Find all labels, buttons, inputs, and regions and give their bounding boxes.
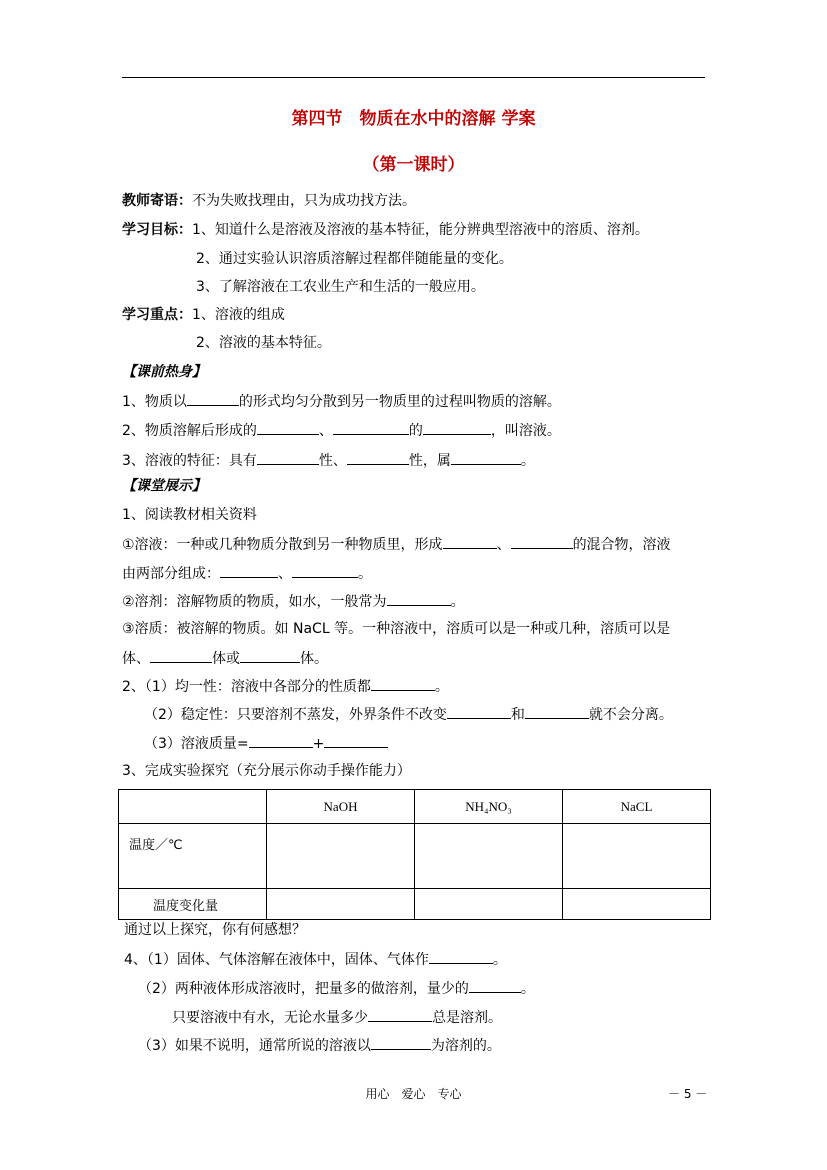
answer-blank[interactable] [371,1035,431,1050]
experiment-table [118,789,711,920]
answer-blank[interactable] [368,1007,432,1022]
warmup-q1: 1、物质以 的形式均匀分散到另一物质里的过程叫物质的溶解。 [122,391,561,412]
table-header-row [119,790,711,824]
solution-composition: 由两部分组成： 、 。 [122,563,372,584]
table-header-cell: NaCL [563,790,711,824]
header-rule [122,77,705,78]
answer-blank[interactable] [150,648,212,663]
answer-blank[interactable] [525,704,589,719]
answer-blank[interactable] [257,450,319,465]
goals-line-1 [122,220,649,240]
teacher-message [122,191,416,211]
reflection-prompt: 通过以上探究，你有何感想？ [124,922,306,938]
answer-blank[interactable] [187,391,239,406]
answer-blank[interactable] [387,591,451,606]
q4-part-2: （2）两种液体形成溶液时，把量多的做溶剂，量少的 。 [138,978,535,999]
table-header-cell [119,790,267,824]
table-row [119,889,711,920]
page-subtitle: （第一课时） [362,155,465,175]
table-cell[interactable] [563,824,711,889]
goal-item: 2、通过实验认识溶质溶解过程都伴随能量的变化。 [196,251,513,267]
focus-line-1 [122,305,285,325]
answer-blank[interactable] [240,648,300,663]
page-title: 第四节 物质在水中的溶解 学案 [291,109,536,129]
q4-part-1: 4、（1）固体、气体溶解在液体中，固体、气体作 。 [124,949,507,970]
goal-item: 3、了解溶液在工农业生产和生活的一般应用。 [196,279,485,295]
classroom-item-1: 1、阅读教材相关资料 [122,507,257,523]
solute-definition: ③溶质：被溶解的物质。如 NaCL 等。一种溶液中，溶质可以是一种或几种，溶质可以是 [122,621,671,637]
focus-label: 学习重点： [122,307,192,323]
answer-blank[interactable] [443,534,497,549]
table-cell[interactable] [415,889,563,920]
goal-item: 1、知道什么是溶液及溶液的基本特征，能分辨典型溶液中的溶质、溶剂。 [192,222,649,238]
answer-blank[interactable] [429,949,493,964]
focus-item: 2、溶液的基本特征。 [196,335,331,351]
warmup-q3: 3、溶液的特征：具有 性、 性，属 。 [122,450,535,471]
answer-blank[interactable] [423,420,491,435]
answer-blank[interactable] [451,450,521,465]
table-cell[interactable] [415,824,563,889]
solution-definition: ①溶液：一种或几种物质分散到另一种物质里，形成 、 的混合物，溶液 [122,534,671,555]
answer-blank[interactable] [347,450,409,465]
mass-line: （3）溶液质量= + [144,733,388,754]
table-header-cell: NaOH [267,790,415,824]
table-row-label: 温度变化量 [119,889,267,920]
classroom-header: 【课堂展示】 [122,478,206,494]
uniformity-line: 2、（1）均一性：溶液中各部分的性质都 。 [122,676,449,697]
solute-states: 体、 体或 体。 [122,648,328,669]
answer-blank[interactable] [511,534,573,549]
q4-part-3: （3）如果不说明，通常所说的溶液以 为溶剂的。 [138,1035,501,1056]
solvent-definition: ②溶剂：溶解物质的物质，如水，一般常为 。 [122,591,465,612]
table-row-label: 温度／℃ [119,824,267,889]
footer-motto: 用心 爱心 专心 [365,1087,462,1101]
answer-blank[interactable] [220,563,278,578]
goals-label: 学习目标： [122,222,192,238]
page-number: － 5 － [668,1087,708,1101]
table-header-cell: NH₄NO₃ [415,790,563,824]
table-cell[interactable] [267,824,415,889]
answer-blank[interactable] [257,420,319,435]
answer-blank[interactable] [324,733,388,748]
table-cell[interactable] [267,889,415,920]
q4-part-2-note: 只要溶液中有水，无论水量多少 总是溶剂。 [172,1007,502,1028]
answer-blank[interactable] [333,420,409,435]
warmup-header: 【课前热身】 [122,364,206,380]
teacher-message-text: 不为失败找理由，只为成功找方法。 [192,193,416,209]
teacher-message-label: 教师寄语： [122,193,192,209]
warmup-q2: 2、物质溶解后形成的 、 的 ，叫溶液。 [122,420,561,441]
answer-blank[interactable] [371,676,435,691]
table-row [119,824,711,889]
focus-item: 1、溶液的组成 [192,307,285,323]
table-cell[interactable] [563,889,711,920]
answer-blank[interactable] [292,563,358,578]
answer-blank[interactable] [447,704,511,719]
answer-blank[interactable] [469,978,521,993]
answer-blank[interactable] [249,733,313,748]
stability-line: （2）稳定性：只要溶剂不蒸发，外界条件不改变 和 就不会分离。 [144,704,673,725]
classroom-item-3: 3、完成实验探究（充分展示你动手操作能力） [122,763,411,779]
